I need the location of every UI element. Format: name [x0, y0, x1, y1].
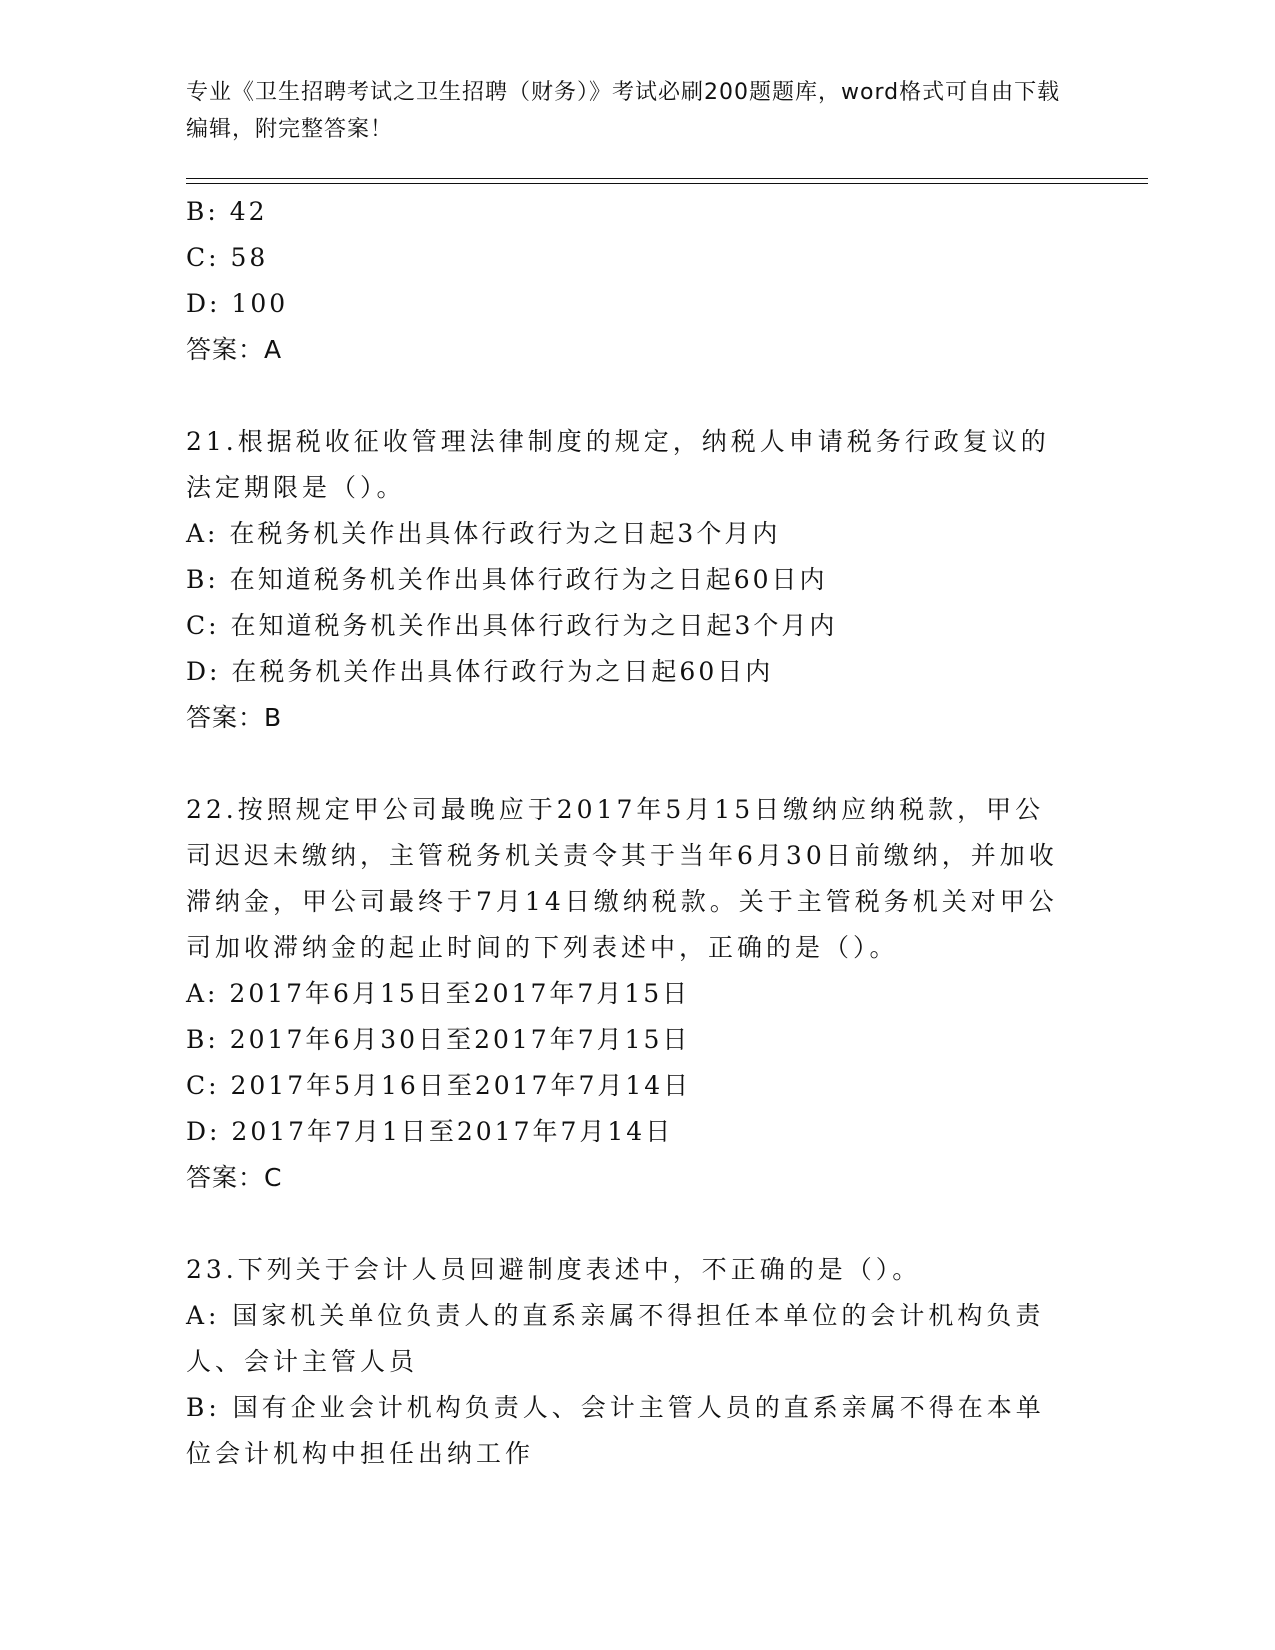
header-divider-bottom [186, 183, 1148, 184]
header-divider-top [186, 178, 1148, 179]
option-b: B: 国有企业会计机构负责人、会计主管人员的直系亲属不得在本单位会计机构中担任出纳工作 [186, 1393, 1045, 1468]
option-b: B: 在知道税务机关作出具体行政行为之日起60日内 [186, 565, 828, 594]
answer-label: 答案：B [186, 703, 283, 732]
question-21 [186, 419, 1070, 741]
option-b: B: 42 [186, 197, 268, 226]
question-content [186, 189, 1070, 1477]
answer-label: 答案：C [186, 1163, 283, 1192]
option-d: D: 100 [186, 289, 289, 318]
spacer [186, 741, 1070, 787]
previous-question-tail [186, 189, 1070, 373]
answer-label: 答案：A [186, 335, 283, 364]
question-22 [186, 787, 1070, 1201]
question-stem: 21.根据税收征收管理法律制度的规定，纳税人申请税务行政复议的法定期限是（）。 [186, 427, 1050, 502]
option-d: D: 2017年7月1日至2017年7月14日 [186, 1117, 674, 1146]
spacer [186, 1201, 1070, 1247]
question-stem: 22.按照规定甲公司最晚应于2017年5月15日缴纳应纳税款，甲公司迟迟未缴纳，主管税务机关责令其于当年6月30日前缴纳，并加收滞纳金，甲公司最终于7月14日缴纳税款。关于主管税务机关对甲公司加收滞纳金的起止时间的下列表述中，正确的是（）。 [186, 795, 1058, 962]
question-23 [186, 1247, 1070, 1477]
option-a: A: 在税务机关作出具体行政行为之日起3个月内 [186, 519, 781, 548]
option-a: A: 2017年6月15日至2017年7月15日 [186, 979, 691, 1008]
option-c: C: 在知道税务机关作出具体行政行为之日起3个月内 [186, 611, 838, 640]
option-d: D: 在税务机关作出具体行政行为之日起60日内 [186, 657, 774, 686]
option-c: C: 2017年5月16日至2017年7月14日 [186, 1071, 692, 1100]
question-stem: 23.下列关于会计人员回避制度表述中，不正确的是（）。 [186, 1255, 922, 1284]
option-b: B: 2017年6月30日至2017年7月15日 [186, 1025, 691, 1054]
spacer [186, 373, 1070, 419]
document-header: 专业《卫生招聘考试之卫生招聘（财务）》考试必刷200题题库，word格式可自由下载编辑，附完整答案！ [186, 80, 1061, 142]
option-c: C: 58 [186, 243, 269, 272]
option-a: A: 国家机关单位负责人的直系亲属不得担任本单位的会计机构负责人、会计主管人员 [186, 1301, 1045, 1376]
